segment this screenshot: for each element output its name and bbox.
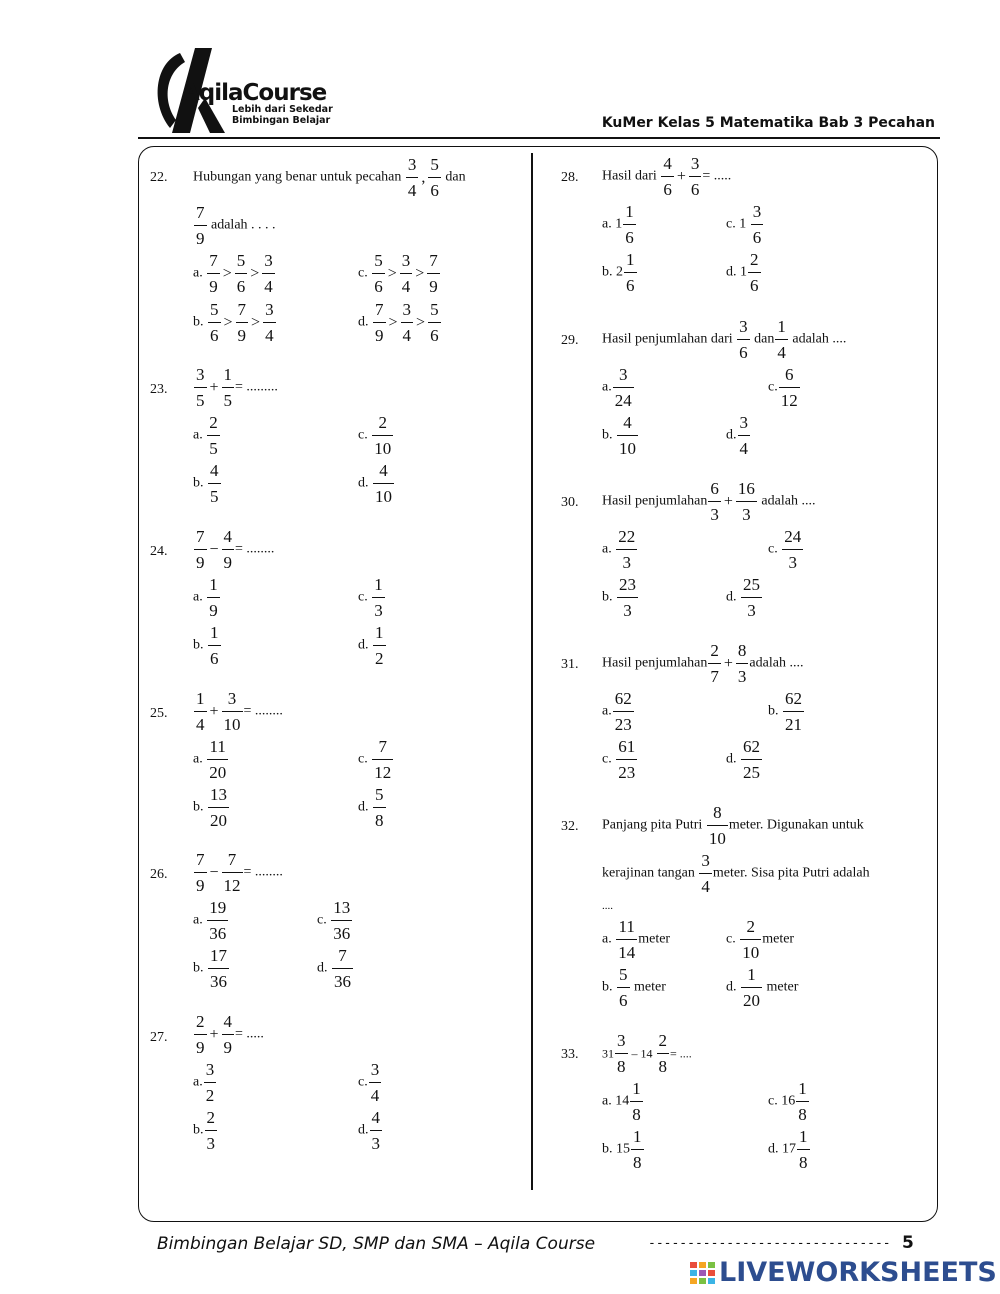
page-number: 5 <box>902 1233 914 1253</box>
q24-option-b[interactable]: b. $\frac{1}{6}$ <box>193 623 219 668</box>
q32-stem-3: .... <box>602 900 613 912</box>
q32-option-a[interactable]: a. $\frac{11}{14}$ meter <box>602 917 671 962</box>
logo-tagline-2: Bimbingan Belajar <box>232 115 331 126</box>
q25-option-d[interactable]: d. $\frac{5}{8}$ <box>358 785 384 830</box>
q33-option-a[interactable]: a. 14 $\frac{1}{8}$ <box>602 1079 641 1124</box>
q28-stem: Hasil dari $\frac{4}{6}$ + $\frac{3}{6}$ = ..... <box>602 154 732 199</box>
q29-option-a[interactable]: a. $\frac{3}{24}$ <box>602 365 632 410</box>
q23-number: 23. <box>150 382 168 397</box>
q26-stem: $\frac{7}{9}$ − $\frac{7}{12}$ = ........ <box>196 850 283 895</box>
q32-stem: Panjang pita Putri $\frac{8}{10}$ meter. Digunakan untuk <box>602 803 864 848</box>
q26-number: 26. <box>150 867 168 882</box>
q32-number: 32. <box>561 819 579 834</box>
q30-option-a[interactable]: a. $\frac{22}{3}$ <box>602 527 636 572</box>
liveworksheets-label: LIVEWORKSHEETS <box>719 1257 997 1288</box>
q24-number: 24. <box>150 544 168 559</box>
q28-number: 28. <box>561 170 579 185</box>
liveworksheets-logo-icon <box>690 1262 716 1284</box>
q28-option-d[interactable]: d. 1 $\frac{2}{6}$ <box>726 250 759 295</box>
q25-number: 25. <box>150 706 168 721</box>
q29-option-c[interactable]: c. $\frac{6}{12}$ <box>768 365 798 410</box>
q33-option-d[interactable]: d. 17 $\frac{1}{8}$ <box>768 1127 808 1172</box>
q29-option-b[interactable]: b. $\frac{4}{10}$ <box>602 413 636 458</box>
q25-option-b[interactable]: b. $\frac{13}{20}$ <box>193 785 227 830</box>
q27-stem: $\frac{2}{9}$ + $\frac{4}{9}$ = ..... <box>196 1012 264 1057</box>
q26-option-d[interactable]: d. $\frac{7}{36}$ <box>317 946 351 991</box>
q24-option-a[interactable]: a. $\frac{1}{9}$ <box>193 575 218 620</box>
q27-option-a[interactable]: a. $\frac{3}{2}$ <box>193 1060 215 1105</box>
q22-option-a[interactable]: a. $\frac{7}{9}$ > $\frac{5}{6}$ > $\frac{3}{4}$ <box>193 251 273 296</box>
q24-option-c[interactable]: c. $\frac{1}{3}$ <box>358 575 383 620</box>
logo-tagline-1: Lebih dari Sekedar <box>232 104 333 115</box>
q31-option-d[interactable]: d. $\frac{62}{25}$ <box>726 737 760 782</box>
q30-option-d[interactable]: d. $\frac{25}{3}$ <box>726 575 760 620</box>
q33-option-c[interactable]: c. 16 $\frac{1}{8}$ <box>768 1079 807 1124</box>
q24-stem: $\frac{7}{9}$ − $\frac{4}{9}$ = ........ <box>196 527 275 572</box>
q22-option-b[interactable]: b. $\frac{5}{6}$ > $\frac{7}{9}$ > $\frac{3}{4}$ <box>193 300 274 345</box>
q31-option-c[interactable]: c. $\frac{61}{23}$ <box>602 737 636 782</box>
q22-stem-2: $\frac{7}{9}$ adalah . . . . <box>196 203 276 248</box>
q30-option-c[interactable]: c. $\frac{24}{3}$ <box>768 527 802 572</box>
q25-stem: $\frac{1}{4}$ + $\frac{3}{10}$ = ........ <box>196 689 283 734</box>
q33-option-b[interactable]: b. 15 $\frac{1}{8}$ <box>602 1127 642 1172</box>
q30-number: 30. <box>561 495 579 510</box>
footer-text: Bimbingan Belajar SD, SMP dan SMA – Aqila Course <box>157 1234 596 1254</box>
header-rule <box>138 137 940 139</box>
q33-number: 33. <box>561 1047 579 1062</box>
footer-dashes: ------------------------------- <box>648 1236 891 1251</box>
q28-option-b[interactable]: b. 2 $\frac{1}{6}$ <box>602 250 635 295</box>
logo <box>150 48 350 138</box>
q32-option-b[interactable]: b. $\frac{5}{6}$ meter <box>602 965 666 1010</box>
q25-option-a[interactable]: a. $\frac{11}{20}$ <box>193 737 227 782</box>
q22-option-c[interactable]: c. $\frac{5}{6}$ > $\frac{3}{4}$ > $\frac{7}{9}$ <box>358 251 438 296</box>
q30-stem: Hasil penjumlahan $\frac{6}{3}$ + $\frac{16}{3}$ adalah .... <box>602 479 816 524</box>
column-divider <box>531 153 533 1190</box>
q33-stem: 31 $\frac{3}{8}$ – 14 $\frac{2}{8}$ = .... <box>602 1031 692 1076</box>
liveworksheets-brand[interactable] <box>690 1256 997 1288</box>
q29-option-d[interactable]: d. $\frac{3}{4}$ <box>726 413 748 458</box>
q23-option-a[interactable]: a. $\frac{2}{5}$ <box>193 413 218 458</box>
q22-stem: Hubungan yang benar untuk pecahan $\frac{3}{4}$ , $\frac{5}{6}$ dan <box>193 155 466 200</box>
q22-option-d[interactable]: d. $\frac{7}{9}$ > $\frac{3}{4}$ > $\frac{5}{6}$ <box>358 300 439 345</box>
q27-option-c[interactable]: c. $\frac{3}{4}$ <box>358 1060 380 1105</box>
q26-option-b[interactable]: b. $\frac{17}{36}$ <box>193 946 227 991</box>
q32-option-c[interactable]: c. $\frac{2}{10}$ meter <box>726 917 795 962</box>
q31-stem: Hasil penjumlahan $\frac{2}{7}$ + $\frac{8}{3}$ adalah .... <box>602 641 804 686</box>
q23-option-c[interactable]: c. $\frac{2}{10}$ <box>358 413 392 458</box>
q32-option-d[interactable]: d. $\frac{1}{20}$ meter <box>726 965 799 1010</box>
q25-option-c[interactable]: c. $\frac{7}{12}$ <box>358 737 392 782</box>
q30-option-b[interactable]: b. $\frac{23}{3}$ <box>602 575 636 620</box>
q23-option-d[interactable]: d. $\frac{4}{10}$ <box>358 461 392 506</box>
q24-option-d[interactable]: d. $\frac{1}{2}$ <box>358 623 384 668</box>
q26-option-a[interactable]: a. $\frac{19}{36}$ <box>193 898 227 943</box>
page-title: KuMer Kelas 5 Matematika Bab 3 Pecahan <box>601 115 935 131</box>
q32-stem-2: kerajinan tangan $\frac{3}{4}$ meter. Sisa pita Putri adalah <box>602 851 870 896</box>
q26-option-c[interactable]: c. $\frac{13}{36}$ <box>317 898 351 943</box>
q31-option-b[interactable]: b. $\frac{62}{21}$ <box>768 689 802 734</box>
q31-option-a[interactable]: a. $\frac{62}{23}$ <box>602 689 632 734</box>
q29-number: 29. <box>561 333 579 348</box>
q23-option-b[interactable]: b. $\frac{4}{5}$ <box>193 461 219 506</box>
q28-option-c[interactable]: c. 1 $\frac{3}{6}$ <box>726 202 762 247</box>
q22-number: 22. <box>150 170 168 185</box>
logo-name: AqilaCourse <box>182 80 327 106</box>
q31-number: 31. <box>561 657 579 672</box>
q23-stem: $\frac{3}{5}$ + $\frac{1}{5}$ = ......... <box>196 365 278 410</box>
q27-option-d[interactable]: d. $\frac{4}{3}$ <box>358 1108 380 1153</box>
q28-option-a[interactable]: a. 1 $\frac{1}{6}$ <box>602 202 634 247</box>
q27-option-b[interactable]: b. $\frac{2}{3}$ <box>193 1108 215 1153</box>
q29-stem: Hasil penjumlahan dari $\frac{3}{6}$ dan $\frac{1}{4}$ adalah .... <box>602 317 847 362</box>
q27-number: 27. <box>150 1030 168 1045</box>
